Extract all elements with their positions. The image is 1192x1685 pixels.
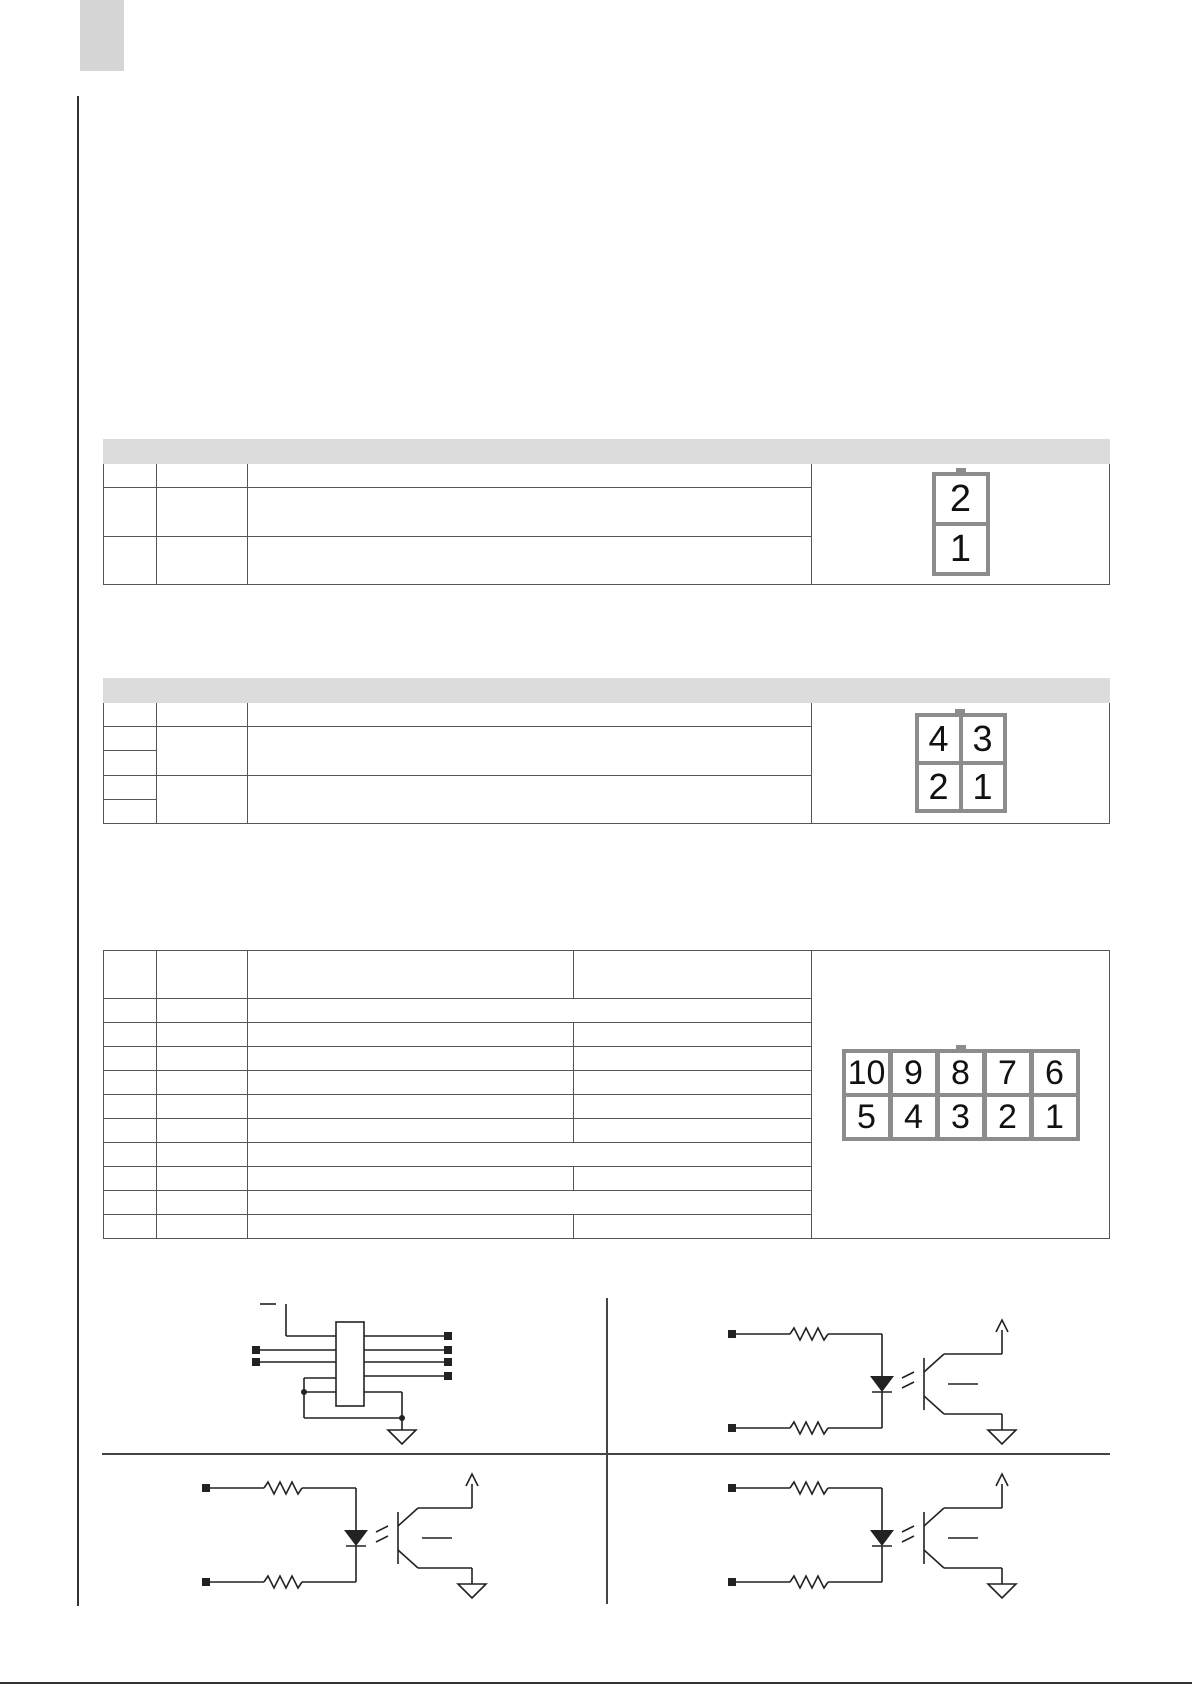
pin-label: 3	[936, 1093, 986, 1141]
pin-label: 7	[983, 1049, 1033, 1097]
optocoupler-schematic-3	[722, 1472, 1022, 1602]
pin-label: 6	[1030, 1049, 1080, 1097]
pin-label: 5	[842, 1093, 892, 1141]
table-row	[104, 703, 1110, 727]
connector-2pin-cell	[812, 464, 1110, 585]
optocoupler-schematic-2	[196, 1472, 496, 1602]
pin-label: 1	[932, 522, 990, 576]
table-row	[104, 464, 1110, 488]
pin-label: 4	[889, 1093, 939, 1141]
table-header-row	[104, 951, 1110, 999]
ic-input-schematic	[240, 1296, 460, 1446]
table-header-row	[104, 679, 1110, 703]
section-tab	[80, 0, 124, 71]
pin-table-4pin	[103, 678, 1110, 824]
pin-label: 2	[932, 472, 990, 526]
pin-table-10pin	[103, 950, 1110, 1239]
pin-label: 3	[959, 713, 1007, 765]
connector-10pin-cell	[812, 951, 1110, 1239]
margin-rule	[77, 96, 79, 1606]
pin-label: 2	[983, 1093, 1033, 1141]
diagram-divider-vertical	[606, 1298, 608, 1604]
pin-label: 10	[842, 1049, 892, 1097]
connector-10pin-diagram	[842, 1045, 1080, 1141]
pin-label: 9	[889, 1049, 939, 1097]
pin-label: 4	[915, 713, 963, 765]
diagram-divider-horizontal	[102, 1453, 1110, 1455]
pin-label: 8	[936, 1049, 986, 1097]
optocoupler-schematic-1	[722, 1318, 1022, 1448]
connector-4pin-diagram	[915, 709, 1007, 815]
pin-label: 1	[1030, 1093, 1080, 1141]
pin-table-2pin	[103, 439, 1110, 585]
footer-rule	[0, 1682, 1192, 1684]
table-header-row	[104, 440, 1110, 464]
connector-2pin-diagram	[932, 468, 990, 578]
pin-label: 2	[915, 761, 963, 813]
connector-4pin-cell	[812, 703, 1110, 824]
pin-label: 1	[959, 761, 1007, 813]
